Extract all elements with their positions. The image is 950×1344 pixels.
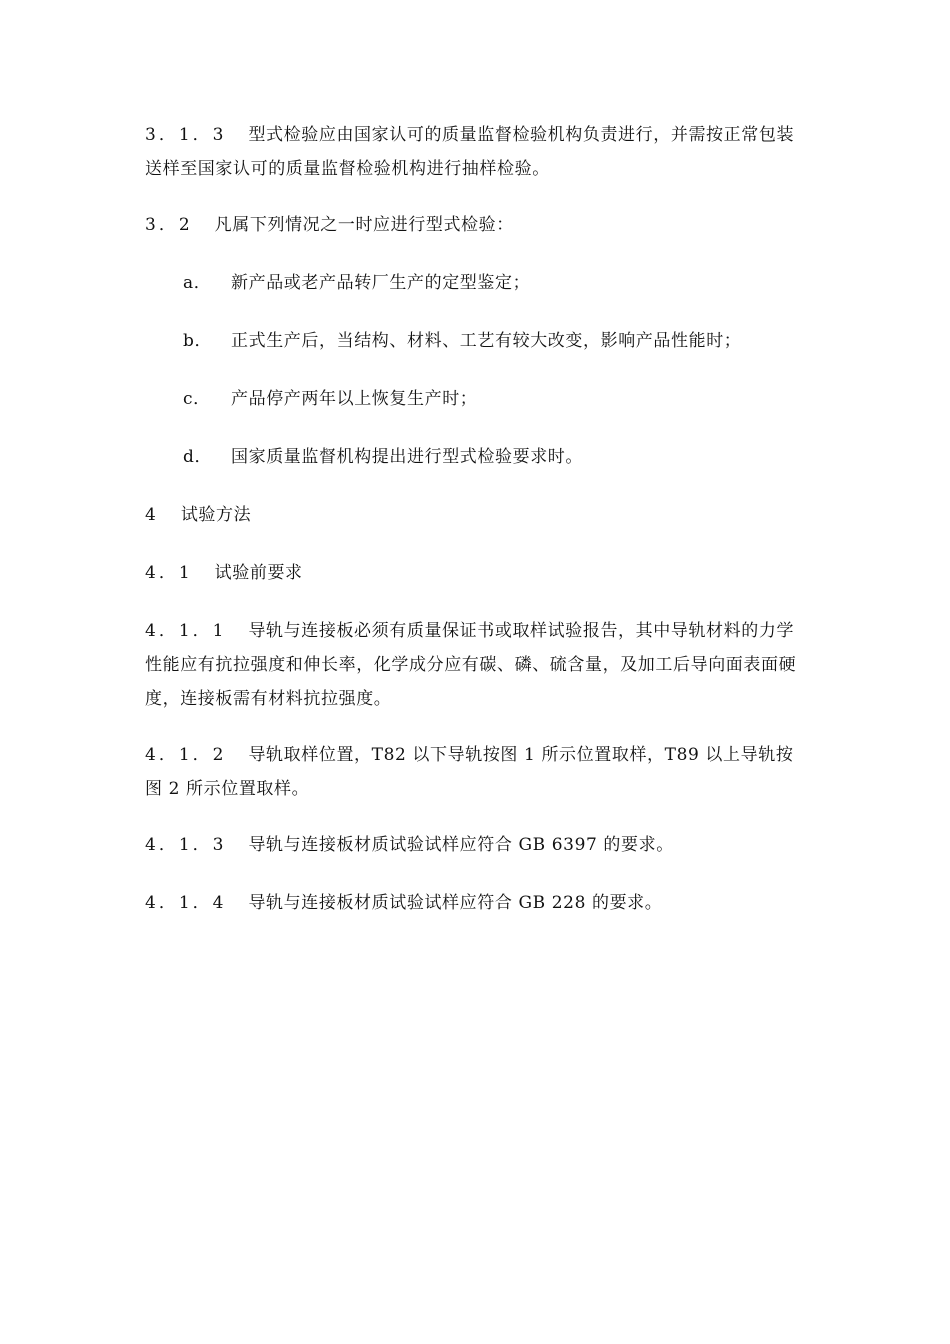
clause-text: 导轨与连接板材质试验试样应符合 GB 228 的要求。	[248, 893, 663, 913]
clause-4-1-4	[145, 886, 810, 920]
list-item-text: 产品停产两年以上恢复生产时；	[231, 389, 478, 409]
clause-number: 3．1．3	[145, 125, 227, 145]
list-item-c	[145, 382, 810, 416]
clause-text: 导轨取样位置，T82 以下导轨按图 1 所示位置取样，T89 以上导轨按图 2 所示位置取样。	[145, 745, 794, 799]
section-title: 试验方法	[180, 505, 252, 525]
list-item-letter: a．	[183, 273, 212, 293]
section-4-heading	[145, 498, 810, 532]
clause-number: 3．2	[145, 215, 193, 235]
clause-number: 4．1．3	[145, 835, 227, 855]
clause-text: 导轨与连接板必须有质量保证书或取样试验报告，其中导轨材料的力学性能应有抗拉强度和伸长率，化学成分应有碳、磷、硫含量，及加工后导向面表面硬度，连接板需有材料抗拉强度。	[145, 621, 797, 709]
clause-text: 导轨与连接板材质试验试样应符合 GB 6397 的要求。	[248, 835, 674, 855]
list-item-d	[145, 440, 810, 474]
clause-number: 4．1．4	[145, 893, 227, 913]
document-body	[145, 118, 810, 944]
list-item-letter: b．	[183, 331, 213, 351]
clause-number: 4．1．2	[145, 745, 227, 765]
clause-3-1-3	[145, 118, 810, 186]
clause-text: 凡属下列情况之一时应进行型式检验：	[214, 215, 514, 235]
clause-4-1-3	[145, 828, 810, 862]
section-number: 4．1	[145, 563, 193, 583]
clause-4-1-1	[145, 614, 810, 716]
section-title: 试验前要求	[214, 563, 303, 583]
list-item-letter: c．	[183, 389, 211, 409]
clause-4-1-2	[145, 738, 810, 806]
section-4-1-heading	[145, 556, 810, 590]
list-item-text: 国家质量监督机构提出进行型式检验要求时。	[231, 447, 583, 467]
clause-3-2	[145, 208, 810, 242]
list-item-letter: d．	[183, 447, 213, 467]
list-item-text: 正式生产后，当结构、材料、工艺有较大改变，影响产品性能时；	[231, 331, 742, 351]
clause-number: 4．1．1	[145, 621, 227, 641]
list-item-b	[145, 324, 810, 358]
clause-text: 型式检验应由国家认可的质量监督检验机构负责进行，并需按正常包装送样至国家认可的质量监督检验机构进行抽样检验。	[145, 125, 795, 179]
list-item-text: 新产品或老产品转厂生产的定型鉴定；	[231, 273, 531, 293]
list-item-a	[145, 266, 810, 300]
section-number: 4	[145, 505, 159, 525]
